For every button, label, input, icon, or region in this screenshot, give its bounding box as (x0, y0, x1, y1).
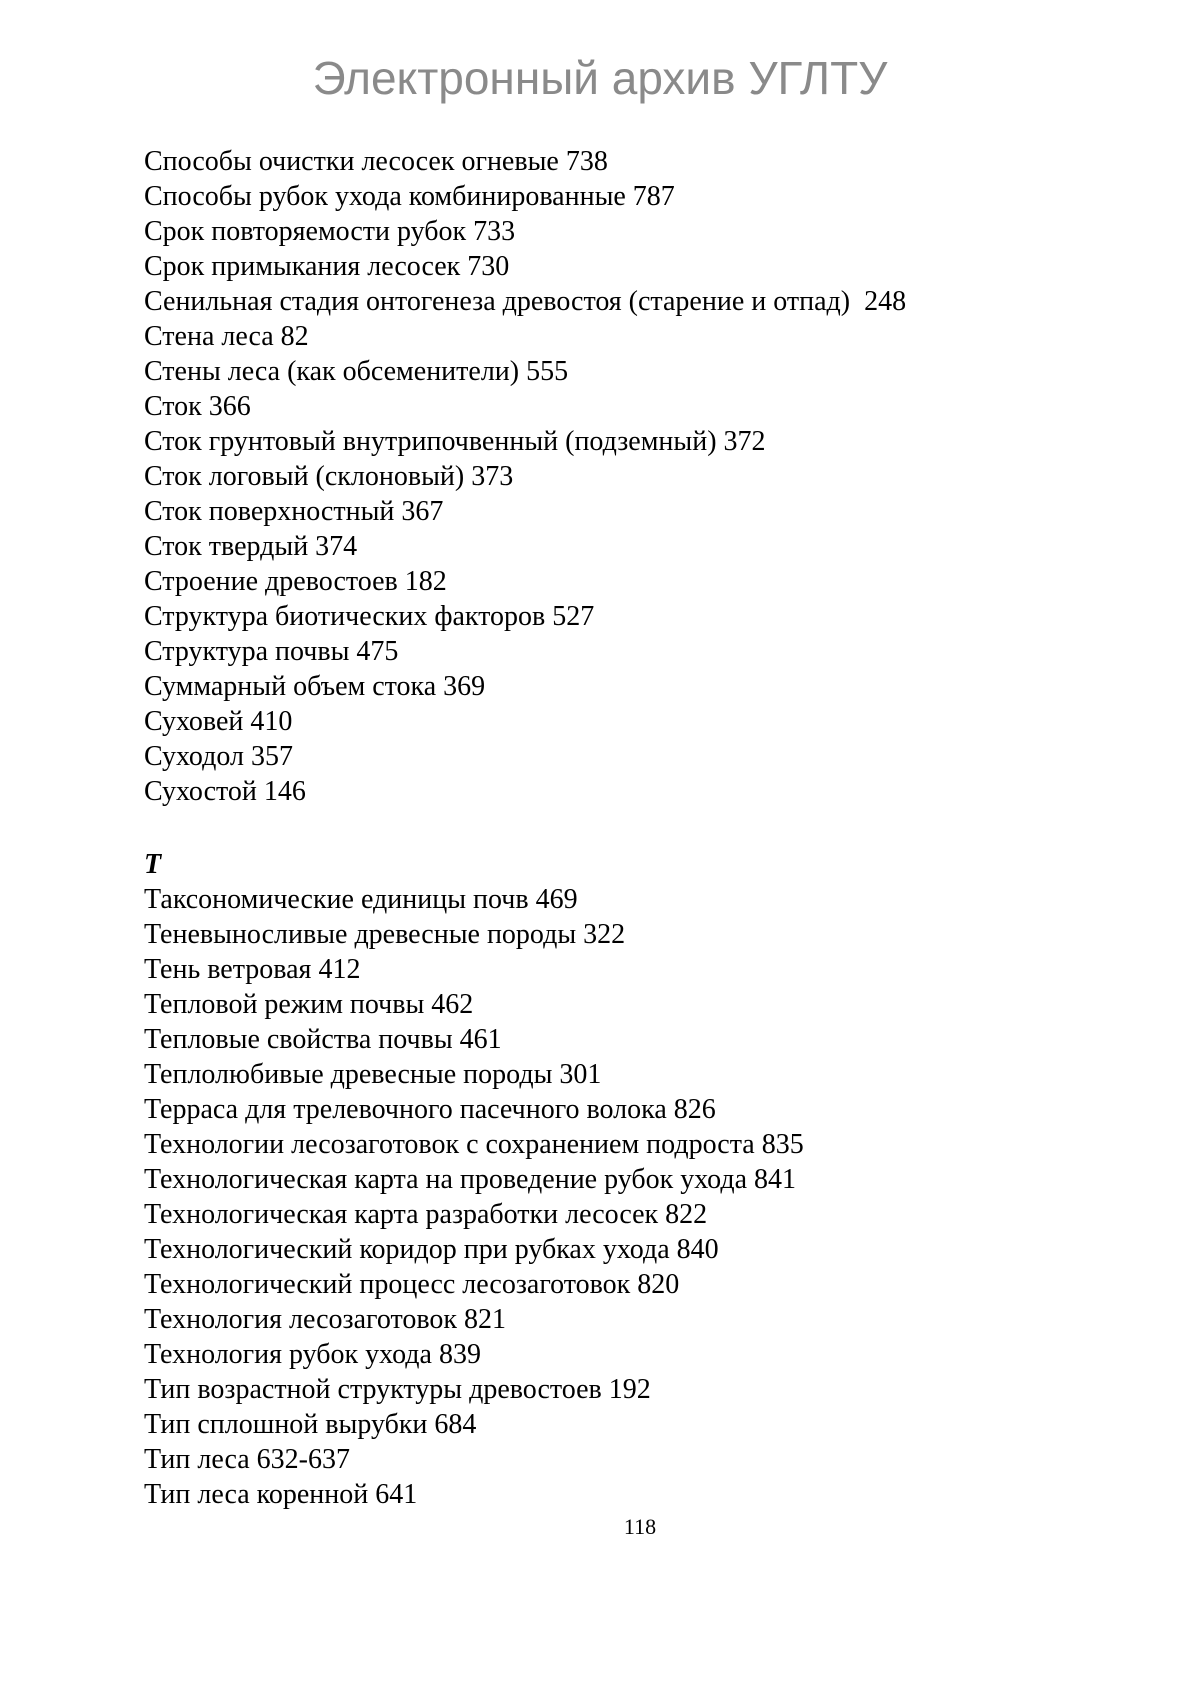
index-entry: Суховей 410 (144, 706, 293, 737)
index-entry: Технология лесозаготовок 821 (144, 1304, 506, 1335)
index-entry: Технологический процесс лесозаготовок 820 (144, 1269, 680, 1300)
index-entry: Сток твердый 374 (144, 531, 358, 562)
archive-watermark: Электронный архив УГЛТУ (312, 52, 888, 104)
index-entry: Строение древостоев 182 (144, 566, 447, 597)
index-entry: Срок примыкания лесосек 730 (144, 251, 510, 282)
index-entry: Тип возрастной структуры древостоев 192 (144, 1374, 651, 1405)
index-entry: Технологии лесозаготовок с сохранением подроста 835 (144, 1129, 804, 1160)
index-entry: Тепловой режим почвы 462 (144, 989, 474, 1020)
index-entry: Таксономические единицы почв 469 (144, 884, 578, 915)
section-t-entries (144, 847, 1104, 1512)
index-entry: Тип сплошной вырубки 684 (144, 1409, 477, 1440)
index-entry: Сток логовый (склоновый) 373 (144, 461, 514, 492)
index-entry: Технологическая карта разработки лесосек 822 (144, 1199, 708, 1230)
index-entry: Технологическая карта на проведение рубок ухода 841 (144, 1164, 797, 1195)
index-entry: Терраса для трелевочного пасечного волока 826 (144, 1094, 716, 1125)
index-entry: Технология рубок ухода 839 (144, 1339, 481, 1370)
index-entry: Тень ветровая 412 (144, 954, 361, 985)
index-entry: Тип леса коренной 641 (144, 1479, 418, 1510)
index-entry: Срок повторяемости рубок 733 (144, 216, 516, 247)
subject-index (144, 144, 1104, 1512)
index-entry: Суммарный объем стока 369 (144, 671, 486, 702)
index-entry: Структура почвы 475 (144, 636, 399, 667)
index-entry: Структура биотических факторов 527 (144, 601, 595, 632)
section-letter-heading: Т (144, 849, 162, 880)
index-entry: Стена леса 82 (144, 321, 309, 352)
index-entry: Сенильная стадия онтогенеза древостоя (старение и отпад) 248 (144, 286, 907, 317)
index-entry: Способы очистки лесосек огневые 738 (144, 146, 608, 177)
index-entry: Суходол 357 (144, 741, 293, 772)
index-entry: Теневыносливые древесные породы 322 (144, 919, 626, 950)
index-entry: Сток грунтовый внутрипочвенный (подземный) 372 (144, 426, 766, 457)
index-entry: Тип леса 632-637 (144, 1444, 350, 1475)
index-entry: Тепловые свойства почвы 461 (144, 1024, 502, 1055)
index-entry: Технологический коридор при рубках ухода 840 (144, 1234, 719, 1265)
index-entry: Теплолюбивые древесные породы 301 (144, 1059, 602, 1090)
index-entry: Способы рубок ухода комбинированные 787 (144, 181, 675, 212)
index-entry: Сухостой 146 (144, 776, 306, 807)
section-s-entries (144, 144, 1104, 809)
index-entry: Стены леса (как обсеменители) 555 (144, 356, 569, 387)
index-entry: Сток 366 (144, 391, 251, 422)
index-entry: Сток поверхностный 367 (144, 496, 444, 527)
page-number: 118 (623, 1514, 657, 1539)
section-spacer (144, 809, 1104, 847)
